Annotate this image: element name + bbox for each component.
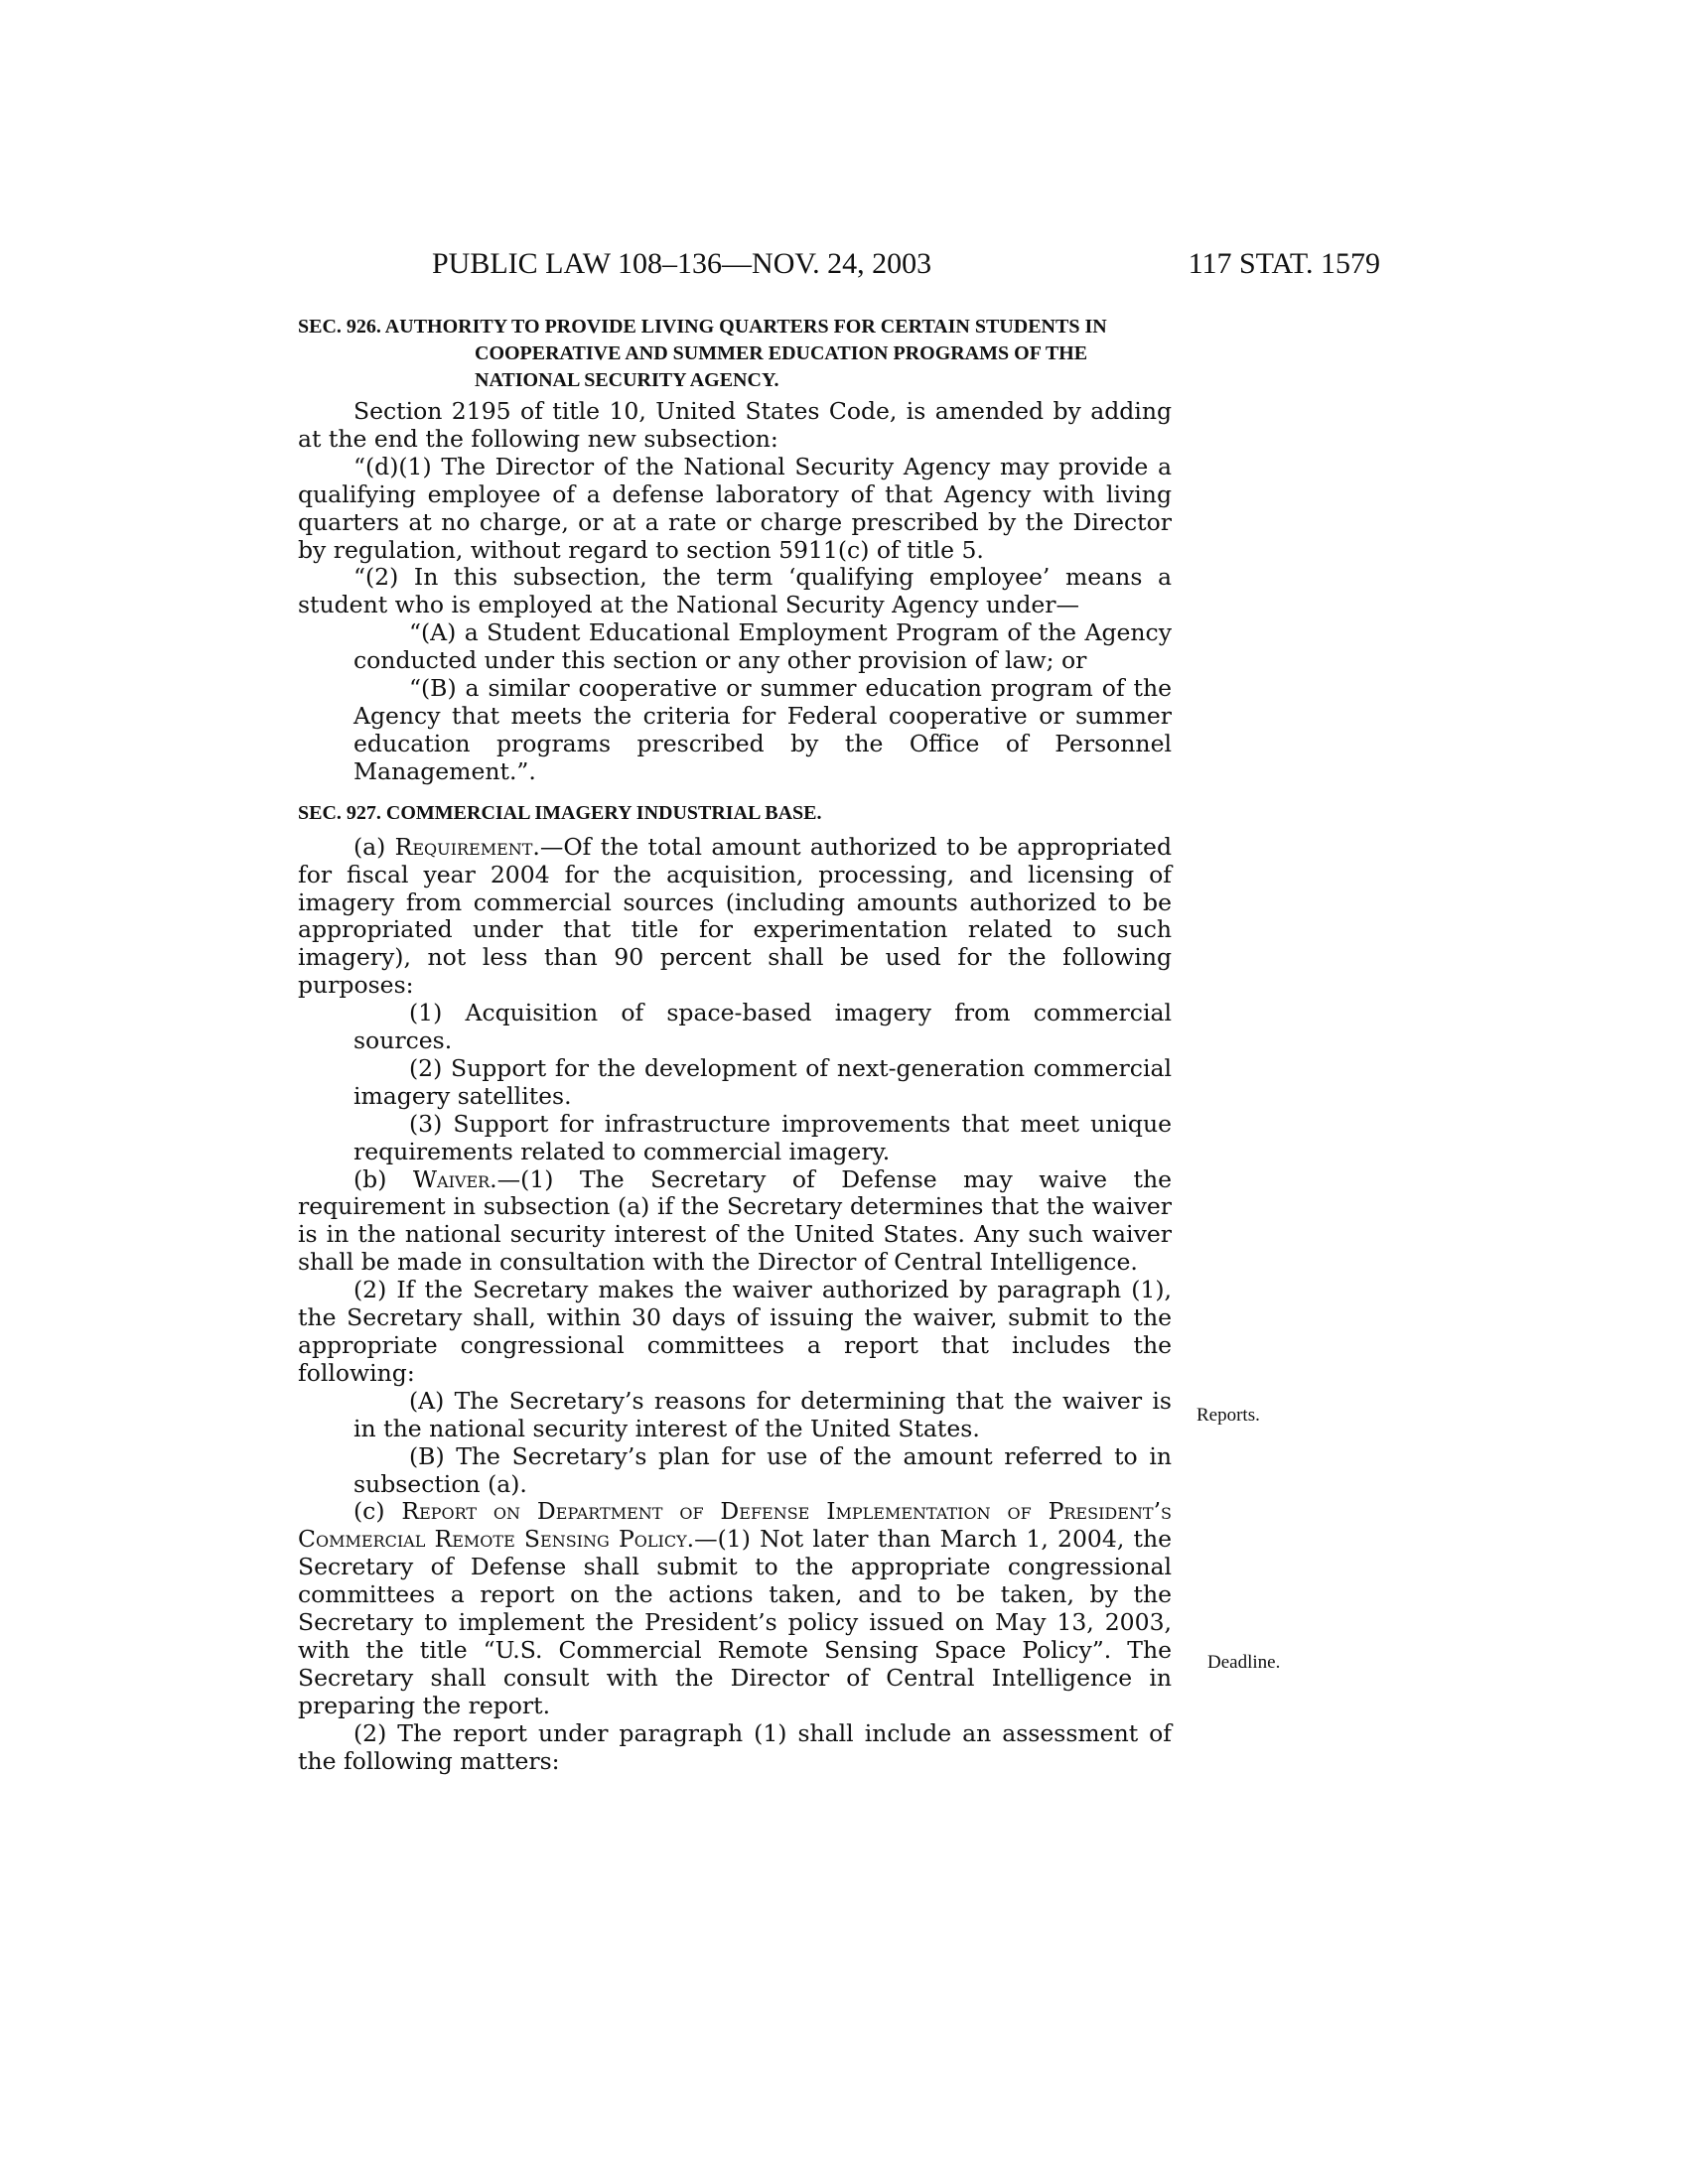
- subsection-b-item: (B) The Secretary’s plan for use of the amount referred to in subsection (a).: [353, 1441, 1172, 1498]
- subsection-a-label: (a): [353, 832, 395, 861]
- subsection-b: [298, 1166, 1172, 1278]
- subsection-a-item: (2) Support for the development of next-generation commercial imagery satellites.: [353, 1053, 1172, 1110]
- subsection-a-text: —Of the total amount authorized to be appropriated for fiscal year 2004 for the acquisition, processing, and licensing of imagery from commercial sources (including amounts authorized to be appropriated under that title for experimentation related to such imagery), not less than 90 percent shall be used for the following purposes:: [298, 832, 1172, 1000]
- margin-note-deadline: Deadline.: [1207, 1652, 1281, 1673]
- subsection-b-caption: Waiver.: [412, 1164, 497, 1193]
- subsection-b-paragraph-2: (2) If the Secretary makes the waiver authorized by paragraph (1), the Secretary shall, within 30 days of issuing the waiver, submit to the appropriate congressional committees a report that includes the following:: [298, 1276, 1172, 1387]
- subsection-b-text: —(1) The Secretary of Defense may waive the requirement in subsection (a) if the Secretary determines that the waiver is in the national security interest of the United States. Any such waiver shall be made in consultation with the Director of Central Intelligence.: [298, 1164, 1173, 1277]
- subsection-c-paragraph-2: (2) The report under paragraph (1) shall include an assessment of the following matters:: [298, 1718, 1172, 1775]
- subsection-b-item: (A) The Secretary’s reasons for determining that the waiver is in the national security interest of the United States.: [353, 1386, 1172, 1442]
- section-926-subparagraph: “(A) a Student Educational Employment Program of the Agency conducted under this section or any other provision of law; or: [353, 618, 1172, 675]
- subsection-c-text: —(1) Not later than March 1, 2004, the Secretary of Defense shall submit to the appropriate congressional committees a report on the actions taken, and to be taken, by the Secretary to implement the President’s policy issued on May 13, 2003, with the title “U.S. Commercial Remote Sensing Space Policy”. The Secretary shall consult with the Director of Central Intelligence in preparing the report.: [298, 1525, 1172, 1719]
- margin-note-reports: Reports.: [1196, 1405, 1260, 1426]
- body-text: [298, 314, 1172, 1776]
- subsection-c-caption: Report on Department of Defense Implementation of President’s Commercial Remote Sensing Policy.: [298, 1497, 1173, 1554]
- subsection-a: [298, 834, 1172, 1000]
- section-926-paragraph: “(d)(1) The Director of the National Security Agency may provide a qualifying employee of a defense laboratory of that Agency with living quarters at no charge, or at a rate or charge prescribed by the Director by regulation, without regard to section 5911(c) of title 5.: [298, 452, 1172, 564]
- subsection-c: [298, 1498, 1172, 1719]
- subsection-a-caption: Requirement.: [394, 832, 540, 861]
- section-926-heading: SEC. 926. AUTHORITY TO PROVIDE LIVING QUARTERS FOR CERTAIN STUDENTS IN COOPERATIVE AND SUMMER EDUCATION PROGRAMS OF THE NATIONAL SECURITY AGENCY.: [298, 316, 1107, 391]
- section-926-subparagraph: “(B) a similar cooperative or summer education program of the Agency that meets the criteria for Federal cooperative or summer education programs prescribed by the Office of Personnel Management.”.: [353, 674, 1172, 785]
- running-head-title: PUBLIC LAW 108–136—NOV. 24, 2003: [432, 247, 932, 280]
- subsection-a-item: (1) Acquisition of space-based imagery from commercial sources.: [353, 999, 1172, 1055]
- subsection-c-label: (c): [353, 1497, 402, 1526]
- statute-page-number: 117 STAT. 1579: [1188, 247, 1380, 280]
- subsection-b-label: (b): [353, 1164, 413, 1193]
- running-head: [298, 244, 1380, 284]
- section-927-heading: SEC. 927. COMMERCIAL IMAGERY INDUSTRIAL BASE.: [298, 801, 822, 824]
- section-926-paragraph: Section 2195 of title 10, United States Code, is amended by adding at the end the following new subsection:: [298, 397, 1172, 453]
- subsection-a-item: (3) Support for infrastructure improvements that meet unique requirements related to commercial imagery.: [353, 1109, 1172, 1165]
- section-926-paragraph: “(2) In this subsection, the term ‘qualifying employee’ means a student who is employed at the National Security Agency under—: [298, 563, 1172, 619]
